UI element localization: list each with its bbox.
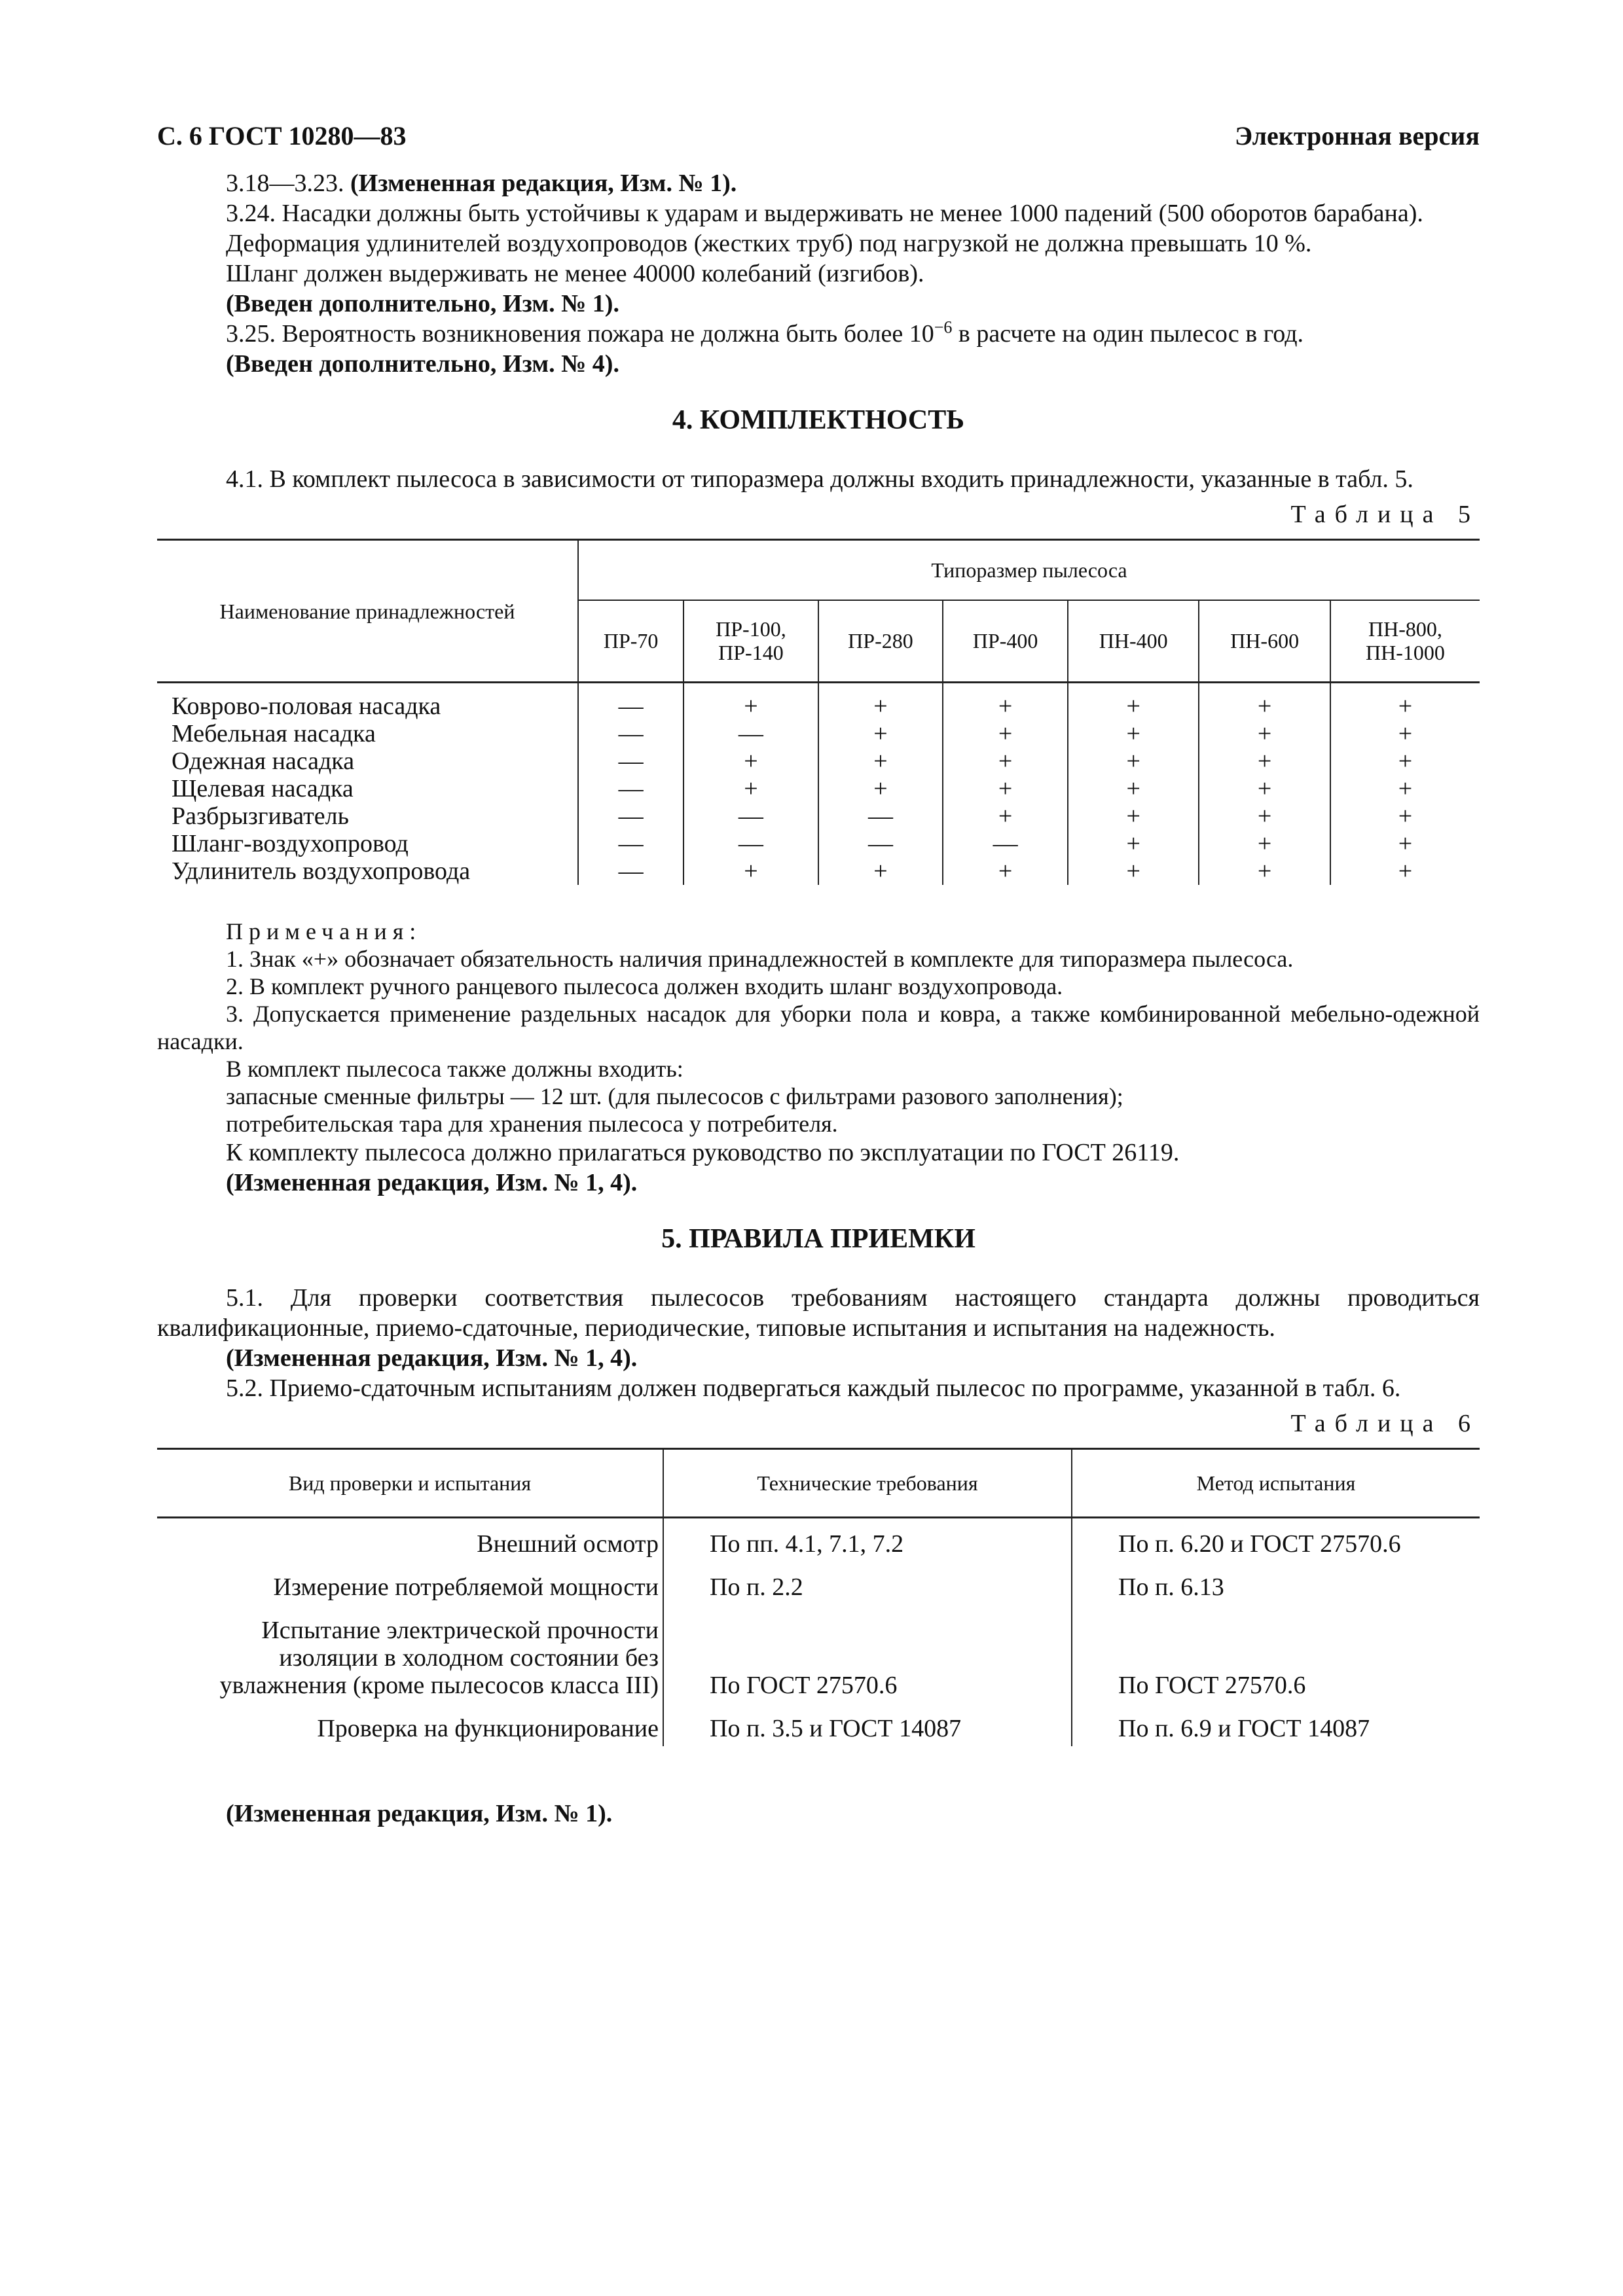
paragraph-manual: К комплекту пылесоса должно прилагаться руководство по эксплуатации по ГОСТ 26119. <box>226 1139 1180 1166</box>
availability-cell: + <box>943 857 1068 885</box>
test-method: По ГОСТ 27570.6 <box>1118 1672 1306 1699</box>
note-item: 3. Допускается применение раздельных насадок для уборки пола и ковра, а также комбинированной мебельно-одежной насадки. <box>157 1001 1480 1054</box>
availability-cell: + <box>1068 802 1199 830</box>
availability-cell: + <box>818 720 943 747</box>
table-header: Вид проверки и испытания <box>157 1449 663 1518</box>
availability-cell: + <box>684 683 818 721</box>
change-note: (Измененная редакция, Изм. № 1, 4). <box>226 1169 638 1196</box>
document-page <box>157 121 1480 1829</box>
technical-requirement: По ГОСТ 27570.6 <box>663 1605 1072 1703</box>
table-row <box>157 1562 1480 1605</box>
paragraph-3-24: 3.24. Насадки должны быть устойчивы к ударам и выдерживать не менее 1000 падений (500 оборотов барабана). <box>226 200 1423 227</box>
table-header-size: ПР-70 <box>578 600 684 683</box>
text-run: 3.25. Вероятность возникновения пожара не должна быть более 10 <box>226 320 934 348</box>
table-header-size: ПН-800, ПН-1000 <box>1330 600 1480 683</box>
paragraph-5-2: 5.2. Приемо-сдаточным испытаниям должен подвергаться каждый пылесос по программе, указанной в табл. 6. <box>226 1374 1401 1402</box>
accessory-name: Удлинитель воздухопровода <box>172 857 471 885</box>
check-name: Проверка на функционирование <box>157 1703 663 1746</box>
accessory-name: Щелевая насадка <box>172 775 354 802</box>
availability-cell: + <box>1199 830 1330 857</box>
table-header-size: ПР-280 <box>818 600 943 683</box>
note-item: 1. Знак «+» обозначает обязательность наличия принадлежностей в комплекте для типоразмера пылесоса. <box>226 946 1294 972</box>
table-header-size: ПР-400 <box>943 600 1068 683</box>
availability-cell: + <box>1068 720 1199 747</box>
availability-cell: — <box>578 683 684 721</box>
availability-cell: + <box>943 683 1068 721</box>
header-left: С. 6 ГОСТ 10280—83 <box>157 121 407 151</box>
availability-cell: — <box>578 830 684 857</box>
availability-cell: + <box>1068 683 1199 721</box>
section-title: 4. КОМПЛЕКТНОСТЬ <box>672 405 965 435</box>
table-header-size: ПР-100, ПР-140 <box>684 600 818 683</box>
note-extra: В комплект пылесоса также должны входить: <box>226 1056 684 1082</box>
availability-cell: — <box>943 830 1068 857</box>
availability-cell: + <box>684 857 818 885</box>
page-header <box>157 121 1480 151</box>
availability-cell: + <box>1199 802 1330 830</box>
availability-cell: — <box>578 775 684 802</box>
notes-block <box>157 918 1480 1138</box>
table-row <box>157 775 1480 802</box>
table-header: Технические требования <box>663 1449 1072 1518</box>
availability-cell: — <box>684 720 818 747</box>
note-extra: запасные сменные фильтры — 12 шт. (для пылесосов с фильтрами разового заполнения); <box>226 1083 1123 1109</box>
accessory-name: Коврово-половая насадка <box>172 692 441 720</box>
table-caption: Таблица 5 <box>1290 501 1480 528</box>
accessory-name: Шланг-воздухопровод <box>172 830 409 857</box>
availability-cell: + <box>818 775 943 802</box>
change-note: (Введен дополнительно, Изм. № 4). <box>226 350 619 378</box>
table-header-size: ПН-600 <box>1199 600 1330 683</box>
note-extra: потребительская тара для хранения пылесоса у потребителя. <box>226 1111 838 1137</box>
acceptance-table <box>157 1448 1480 1746</box>
change-note: (Измененная редакция, Изм. № 1). <box>226 1800 613 1827</box>
table-header-size: ПН-400 <box>1068 600 1199 683</box>
note-item: 2. В комплект ручного ранцевого пылесоса должен входить шланг воздухопровода. <box>226 973 1063 999</box>
table-header-name: Наименование принадлежностей <box>157 540 578 683</box>
availability-cell: + <box>1199 720 1330 747</box>
availability-cell: — <box>578 747 684 775</box>
availability-cell: + <box>943 720 1068 747</box>
exponent: −6 <box>934 317 953 337</box>
test-method: По п. 6.20 и ГОСТ 27570.6 <box>1118 1530 1401 1558</box>
change-note: (Введен дополнительно, Изм. № 1). <box>226 290 619 317</box>
availability-cell: + <box>1330 683 1480 721</box>
table-row <box>157 1703 1480 1746</box>
text-run: в расчете на один пылесос в год. <box>952 320 1304 348</box>
check-name: Испытание электрической прочности изоляции в холодном состоянии без увлажнения (кроме пылесосов класса III) <box>157 1605 663 1703</box>
table-row <box>157 802 1480 830</box>
clause-number: 3.18—3.23. <box>226 170 344 197</box>
technical-requirement: По п. 2.2 <box>663 1562 1072 1605</box>
table-row <box>157 683 1480 721</box>
availability-cell: — <box>684 802 818 830</box>
paragraph-4-1: 4.1. В комплект пылесоса в зависимости от типоразмера должны входить принадлежности, указанные в табл. 5. <box>226 465 1413 493</box>
availability-cell: + <box>1330 802 1480 830</box>
notes-header: Примечания: <box>226 918 422 944</box>
availability-cell: + <box>1330 830 1480 857</box>
table-row <box>157 720 1480 747</box>
availability-cell: — <box>578 857 684 885</box>
availability-cell: + <box>1199 857 1330 885</box>
table-row <box>157 747 1480 775</box>
availability-cell: + <box>1199 683 1330 721</box>
check-name: Внешний осмотр <box>157 1518 663 1562</box>
paragraph-hose: Шланг должен выдерживать не менее 40000 колебаний (изгибов). <box>226 260 924 287</box>
availability-cell: — <box>578 720 684 747</box>
availability-cell: + <box>684 747 818 775</box>
availability-cell: + <box>818 683 943 721</box>
section-title: 5. ПРАВИЛА ПРИЕМКИ <box>661 1224 976 1254</box>
paragraph-5-1: 5.1. Для проверки соответствия пылесосов требованиям настоящего стандарта должны проводиться квалификационные, приемо-сдаточные, периодические, типовые испытания и испытания на надежность. <box>157 1284 1480 1342</box>
availability-cell: + <box>1199 747 1330 775</box>
availability-cell: + <box>684 775 818 802</box>
availability-cell: + <box>943 802 1068 830</box>
availability-cell: + <box>1068 775 1199 802</box>
availability-cell: + <box>1068 747 1199 775</box>
availability-cell: + <box>943 747 1068 775</box>
accessories-table <box>157 539 1480 885</box>
availability-cell: + <box>943 775 1068 802</box>
header-right: Электронная версия <box>1234 121 1480 151</box>
availability-cell: + <box>1068 830 1199 857</box>
paragraph-3-18 <box>157 168 1480 198</box>
change-note: (Измененная редакция, Изм. № 1, 4). <box>226 1344 638 1372</box>
table-row <box>157 830 1480 857</box>
availability-cell: + <box>1068 857 1199 885</box>
technical-requirement: По п. 3.5 и ГОСТ 14087 <box>663 1703 1072 1746</box>
test-method: По п. 6.9 и ГОСТ 14087 <box>1118 1715 1370 1742</box>
availability-cell: — <box>818 802 943 830</box>
paragraph-deformation: Деформация удлинителей воздухопроводов (жестких труб) под нагрузкой не должна превышать 10 %. <box>226 230 1312 257</box>
accessory-name: Мебельная насадка <box>172 720 376 747</box>
availability-cell: + <box>1330 857 1480 885</box>
availability-cell: — <box>578 802 684 830</box>
availability-cell: + <box>1199 775 1330 802</box>
table-row <box>157 1518 1480 1562</box>
availability-cell: + <box>1330 747 1480 775</box>
availability-cell: — <box>818 830 943 857</box>
availability-cell: + <box>1330 775 1480 802</box>
table-header-group: Типоразмер пылесоса <box>578 540 1480 600</box>
availability-cell: — <box>684 830 818 857</box>
paragraph-3-25 <box>157 319 1480 349</box>
table-caption: Таблица 6 <box>1290 1410 1480 1437</box>
table-row <box>157 1605 1480 1703</box>
availability-cell: + <box>1330 720 1480 747</box>
availability-cell: + <box>818 857 943 885</box>
test-method: По п. 6.13 <box>1118 1573 1224 1601</box>
accessory-name: Разбрызгиватель <box>172 802 349 830</box>
check-name: Измерение потребляемой мощности <box>157 1562 663 1605</box>
technical-requirement: По пп. 4.1, 7.1, 7.2 <box>663 1518 1072 1562</box>
table-row <box>157 857 1480 885</box>
availability-cell: + <box>818 747 943 775</box>
table-header: Метод испытания <box>1072 1449 1480 1518</box>
change-note: (Измененная редакция, Изм. № 1). <box>350 170 737 197</box>
accessory-name: Одежная насадка <box>172 747 355 775</box>
